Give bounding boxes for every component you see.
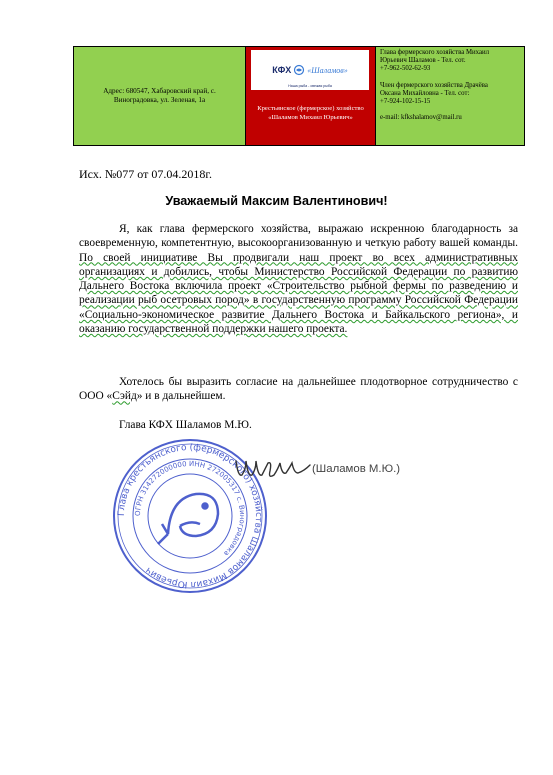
head-line2: Юрьевич Шаламов - Тел. сот. (380, 57, 466, 65)
stamp-outer-text: Глава крестьянского (фермерского) хозяйства Шаламов Михаил Юрьевич (116, 442, 264, 590)
company-name: Сэйд (112, 390, 137, 403)
stamp-fish-icon (158, 494, 218, 544)
paragraph-2-part-a: Хотелось бы выразить согласие на дальнейшее плодотворное сотрудничество с ООО « (79, 376, 518, 403)
signature-name: (Шаламов М.Ю.) (312, 463, 401, 475)
member-line2: Оксана Михайловна - Тел. сот: (380, 89, 470, 97)
org-name-line1: Крестьянское (фермерское) хозяйство (257, 105, 364, 112)
paragraph-1-part-b: По своей инициативе Вы продвигали наш проект во всех административных организациях и добились, чтобы Министерство Российской Федерации по развитию Дальнего Востока включила проект «Строительство рыбной фермы по разведению и реализации рыб осетровых пород» в государственную программу Российской Федерации «Социально-экономическое развитие Дальнего Востока и Байкальского региона», и оказанию государственной поддержки нашего проекта. (79, 251, 518, 336)
logo-tagline: Наша рыба - свежая рыба (288, 84, 332, 88)
organization-name (248, 104, 373, 122)
head-line1: Глава фермерского хозяйства Михаил (380, 49, 490, 56)
member-phone: +7-924-102-15-15 (380, 98, 431, 106)
fish-logo-icon (293, 64, 305, 76)
logo-kfh-text: КФХ (272, 65, 292, 75)
signoff: Глава КФХ Шаламов М.Ю. (119, 419, 252, 431)
letterhead (73, 46, 525, 146)
stamp-inner-text: ОГРН 314272000000 ИНН 272005317 с. Виноградовка (133, 459, 247, 558)
address-text: Адрес: 680547, Хабаровский край, с. Виноградовка, ул. Зеленая, 1а (103, 87, 216, 104)
org-name-line2: «Шаламов Михаил Юрьевич» (268, 114, 353, 121)
paragraph-cooperation (79, 375, 518, 404)
greeting: Уважаемый Максим Валентинович! (165, 194, 388, 208)
letterhead-address (74, 47, 246, 145)
outgoing-reference: Исх. №077 от 07.04.2018г. (79, 167, 212, 181)
letterhead-contacts (376, 47, 524, 145)
head-phone: +7-962-502-62-93 (380, 65, 431, 73)
contact-email: e-mail: kfkshalamov@mail.ru (380, 114, 462, 122)
company-logo (251, 50, 369, 90)
paragraph-2-part-b: » и в дальнейшем. (136, 390, 226, 403)
handwritten-signature (232, 451, 314, 485)
paragraph-gratitude (79, 222, 518, 336)
member-line1: Член фермерского хозяйства Драчёва (380, 81, 488, 89)
letterhead-logo-cell (246, 47, 376, 145)
logo-script-text: «Шаламов» (307, 65, 348, 75)
paragraph-1-part-a: Я, как глава фермерского хозяйства, выражаю искренною благодарность за своевременную, компетентную, высокоорганизованную и четкую работу вашей команды. (79, 223, 518, 250)
